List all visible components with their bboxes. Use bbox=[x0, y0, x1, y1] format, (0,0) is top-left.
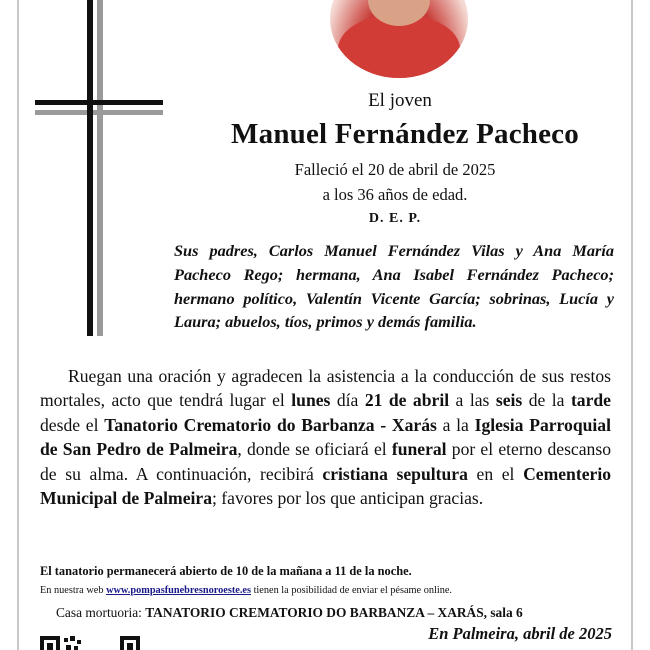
right-border bbox=[631, 0, 633, 650]
death-date: Falleció el 20 de abril de 2025 bbox=[294, 160, 496, 179]
age-text: a los 36 años de edad. bbox=[322, 185, 468, 204]
family-paragraph: Sus padres, Carlos Manuel Fernández Vilas y Ana María Pacheco Rego; hermana, Ana Isabel Fernández Pacheco; hermano político, Valentín Vicente García; sobrinas, Lucía y Laura; abuelos, tíos, primos y demás familia. bbox=[174, 241, 614, 332]
web-note: En nuestra web www.pompasfunebresnoroeste.es tienen la posibilidad de enviar el pésame online. bbox=[40, 585, 453, 596]
portrait-photo bbox=[330, 0, 468, 78]
funeral-paragraph: Ruegan una oración y agradecen la asistencia a la conducción de sus restos mortales, acto que tendrá lugar el lunes día 21 de abril a las seis de la tarde desde el Tanatorio Crematorio do Barbanza - Xarás a la Iglesia Parroquial de San Pedro de Palmeira, donde se oficiará el funeral por el eterno descanso de su alma. A continuación, recibirá cristiana sepultura en el Cementerio Municipal de Palmeira; favores por los que anticipan gracias. bbox=[40, 366, 612, 509]
qr-code bbox=[40, 636, 140, 650]
deceased-name: Manuel Fernández Pacheco bbox=[231, 118, 579, 150]
rip-text: D. E. P. bbox=[368, 211, 422, 226]
mortuary-house: Casa mortuoria: TANATORIO CREMATORIO DO BARBANZA – XARÁS, sala 6 bbox=[56, 605, 523, 620]
opening-hours: El tanatorio permanecerá abierto de 10 de la mañana a 11 de la noche. bbox=[40, 564, 412, 578]
place-date: En Palmeira, abril de 2025 bbox=[428, 624, 612, 643]
website-link[interactable]: www.pompasfunebresnoroeste.es bbox=[106, 585, 251, 596]
cross-icon bbox=[0, 0, 170, 340]
intro-text: El joven bbox=[368, 90, 432, 111]
